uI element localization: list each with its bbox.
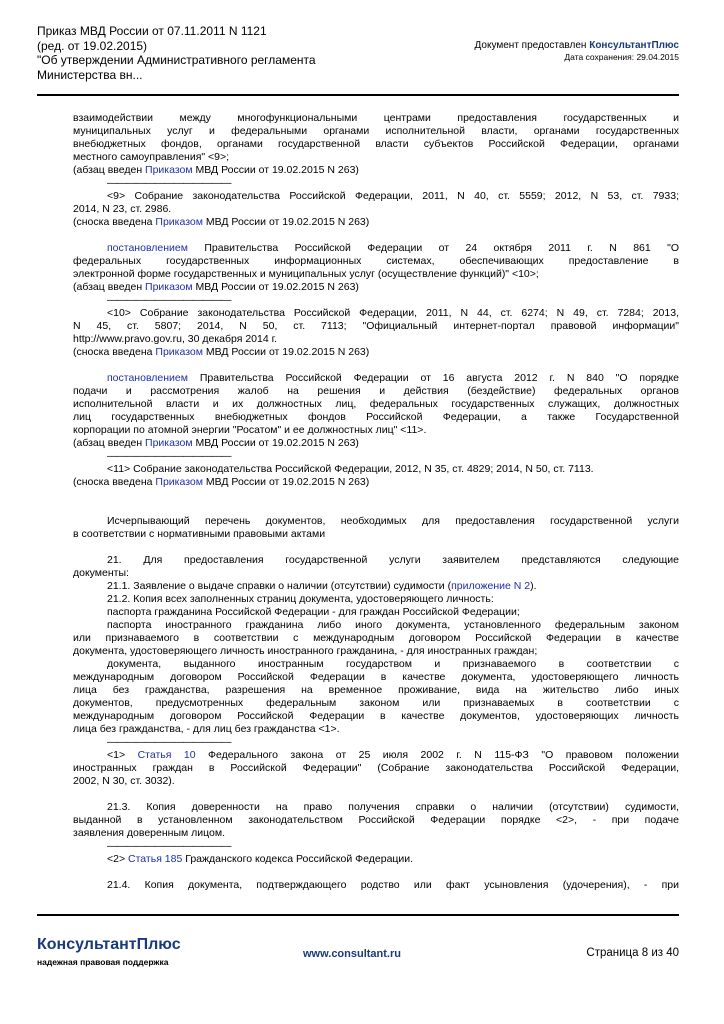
spacer bbox=[73, 229, 679, 242]
title-line: Приказ МВД России от 07.11.2011 N 1121 bbox=[37, 24, 267, 38]
spacer bbox=[73, 788, 679, 801]
text-line: постановлением Правительства Российской Федерации от 16 августа 2012 г. N 840 "О порядке bbox=[107, 372, 679, 384]
article-link[interactable]: Статья 185 bbox=[128, 853, 183, 865]
footer-site-link[interactable]: www.consultant.ru bbox=[303, 948, 401, 960]
footnote-line: иностранных граждан в Российской Федерации" (Собрание законодательства Российской Федерации, bbox=[73, 762, 679, 774]
footer-divider bbox=[37, 914, 679, 916]
order-link[interactable]: Приказом bbox=[145, 164, 193, 176]
text-line: подачи и рассмотрения жалоб на решения и действия (бездействие) федеральных органов bbox=[73, 385, 679, 397]
footnote-separator: ————————————— bbox=[107, 450, 231, 462]
footnote-line: 2002, N 30, ст. 3032). bbox=[73, 775, 175, 787]
document-footer bbox=[37, 936, 679, 976]
text-line: 21.4. Копия документа, подтверждающего родство или факт усыновления (удочерения), - при bbox=[107, 879, 679, 891]
text-line: корпорации по атомной энергии "Росатом" и ее должностных лиц" <11>. bbox=[73, 424, 427, 436]
resolution-link[interactable]: постановлением bbox=[107, 242, 188, 254]
footnote-line: 2014, N 23, ст. 2986. bbox=[73, 203, 172, 215]
amendment-note: (сноска введена Приказом МВД России от 19.02.2015 N 263) bbox=[73, 216, 370, 228]
title-line: Министерства вн... bbox=[37, 67, 143, 82]
spacer bbox=[73, 489, 679, 502]
text-line: местного самоуправления" <9>; bbox=[73, 151, 230, 163]
text-line: международным договором Российской Федерации в качестве документов, удостоверяющих личность bbox=[73, 710, 679, 722]
provider-brand[interactable]: КонсультантПлюс bbox=[589, 40, 679, 51]
amendment-note: (сноска введена Приказом МВД России от 19.02.2015 N 263) bbox=[73, 346, 370, 358]
text-line: документов, предусмотренных федеральным законом или признаваемых в соответствии с bbox=[73, 697, 679, 709]
footer-brand-logo[interactable]: КонсультантПлюс bbox=[37, 936, 181, 953]
footer-tagline: надежная правовая поддержка bbox=[37, 957, 169, 967]
order-link[interactable]: Приказом bbox=[155, 216, 203, 228]
text-line: 21. Для предоставления государственной услуги заявителем представляются следующие bbox=[107, 554, 679, 566]
text-line: паспорта иностранного гражданина либо иного документа, установленного федеральным законом bbox=[107, 619, 679, 631]
text-line: заявления доверенным лицом. bbox=[73, 827, 225, 839]
text-line: 21.2. Копия всех заполненных страниц документа, удостоверяющего личность: bbox=[107, 593, 494, 605]
text-line: лиц государственных внебюджетных фондов Российской Федерации, а также Государственной bbox=[73, 411, 679, 423]
amendment-note: (абзац введен Приказом МВД России от 19.02.2015 N 263) bbox=[73, 281, 359, 293]
document-body bbox=[73, 112, 679, 892]
text-line: постановлением Правительства Российской Федерации от 24 октября 2011 г. N 861 "О bbox=[107, 242, 679, 254]
footnote-separator: ————————————— bbox=[107, 840, 231, 852]
footnote-line: <10> Собрание законодательства Российской Федерации, 2011, N 44, ст. 6274; N 49, ст. 7284; 2013, bbox=[107, 307, 679, 319]
order-link[interactable]: Приказом bbox=[145, 437, 193, 449]
text-line: федеральных государственных информационных системах, обеспечивающих предоставление в bbox=[73, 255, 679, 267]
saved-date: Дата сохранения: 29.04.2015 bbox=[564, 52, 679, 62]
appendix-link[interactable]: приложение N 2 bbox=[451, 580, 531, 592]
text-line: или признаваемого в соответствии с международным договором Российской Федерации в качестве bbox=[73, 632, 679, 644]
amendment-note: (сноска введена Приказом МВД России от 19.02.2015 N 263) bbox=[73, 476, 370, 488]
footnote-separator: ————————————— bbox=[107, 177, 231, 189]
footnote-line: <2> Статья 185 Гражданского кодекса Российской Федерации. bbox=[107, 853, 414, 865]
order-link[interactable]: Приказом bbox=[145, 281, 193, 293]
text-line: лица без гражданства, - для лиц без гражданства <1>. bbox=[73, 723, 340, 735]
text-line: взаимодействии между многофункциональными центрами предоставления государственных и bbox=[73, 112, 679, 124]
page-number: Страница 8 из 40 bbox=[586, 947, 679, 959]
article-link[interactable]: Статья 10 bbox=[137, 749, 196, 761]
text-line: исполнительной власти и их должностных лиц, федеральных государственных служащих, должностных bbox=[73, 398, 679, 410]
amendment-note: (абзац введен Приказом МВД России от 19.02.2015 N 263) bbox=[73, 437, 359, 449]
text-line: муниципальных услуг и федеральными органами исполнительной власти, органами государственных bbox=[73, 125, 679, 137]
title-line: "Об утверждении Административного регламента bbox=[37, 53, 316, 67]
footnote-line: N 45, ст. 5807; 2014, N 50, ст. 7113; "Официальный интернет-портал правовой информации" bbox=[73, 320, 679, 332]
footnote-line: <11> Собрание законодательства Российской Федерации, 2012, N 35, ст. 4829; 2014, N 50, ст. 7113. bbox=[107, 463, 594, 475]
document-title bbox=[37, 24, 367, 82]
text-line: документы: bbox=[73, 567, 129, 579]
text-line: внебюджетных фондов, органами государственной власти субъектов Российской Федерации, органами bbox=[73, 138, 679, 150]
text-line: электронной форме государственных и муниципальных услуг (осуществление функций)" <10>; bbox=[73, 268, 539, 280]
text-line: документа, выданного иностранным государством и признаваемого в соответствии с bbox=[107, 658, 679, 670]
resolution-link[interactable]: постановлением bbox=[107, 372, 188, 384]
provider-info bbox=[475, 40, 679, 63]
spacer bbox=[73, 359, 679, 372]
section-heading: в соответствии с нормативными правовыми актами bbox=[73, 528, 326, 540]
provided-by: Документ предоставлен КонсультантПлюс bbox=[474, 40, 679, 51]
footnote-line: <1> Статья 10 Федерального закона от 25 июля 2002 г. N 115-ФЗ "О правовом положении bbox=[107, 749, 679, 761]
footnote-line: http://www.pravo.gov.ru, 30 декабря 2014 г. bbox=[73, 333, 278, 345]
order-link[interactable]: Приказом bbox=[155, 346, 203, 358]
spacer bbox=[73, 541, 679, 554]
header-divider bbox=[37, 94, 679, 96]
text-line: паспорта гражданина Российской Федерации - для граждан Российской Федерации; bbox=[107, 606, 520, 618]
footnote-separator: ————————————— bbox=[107, 736, 231, 748]
section-heading: Исчерпывающий перечень документов, необходимых для предоставления государственной услуги bbox=[107, 515, 679, 527]
text-line: международным договором Российской Федерации в качестве документа, удостоверяющего личность bbox=[73, 671, 679, 683]
title-line: (ред. от 19.02.2015) bbox=[37, 38, 148, 53]
footnote-separator: ————————————— bbox=[107, 294, 231, 306]
spacer bbox=[73, 502, 679, 515]
order-link[interactable]: Приказом bbox=[155, 476, 203, 488]
text-line: 21.1. Заявление о выдаче справки о наличии (отсутствии) судимости (приложение N 2). bbox=[107, 580, 537, 592]
spacer bbox=[73, 866, 679, 879]
footnote-line: <9> Собрание законодательства Российской Федерации, 2011, N 40, ст. 5559; 2012, N 53, ст. 7933; bbox=[107, 190, 679, 202]
text-line: лица без гражданства, разрешения на временное проживание, вида на жительство либо иных bbox=[73, 684, 679, 696]
text-line: документа, удостоверяющего личность иностранного гражданина, - для иностранных граждан; bbox=[73, 645, 538, 657]
text-line: 21.3. Копия доверенности на право получения справки о наличии (отсутствии) судимости, bbox=[107, 801, 679, 813]
amendment-note: (абзац введен Приказом МВД России от 19.02.2015 N 263) bbox=[73, 164, 359, 176]
text-line: выданной в установленном законодательством Российской Федерации порядке <2>, - при подаче bbox=[73, 814, 679, 826]
